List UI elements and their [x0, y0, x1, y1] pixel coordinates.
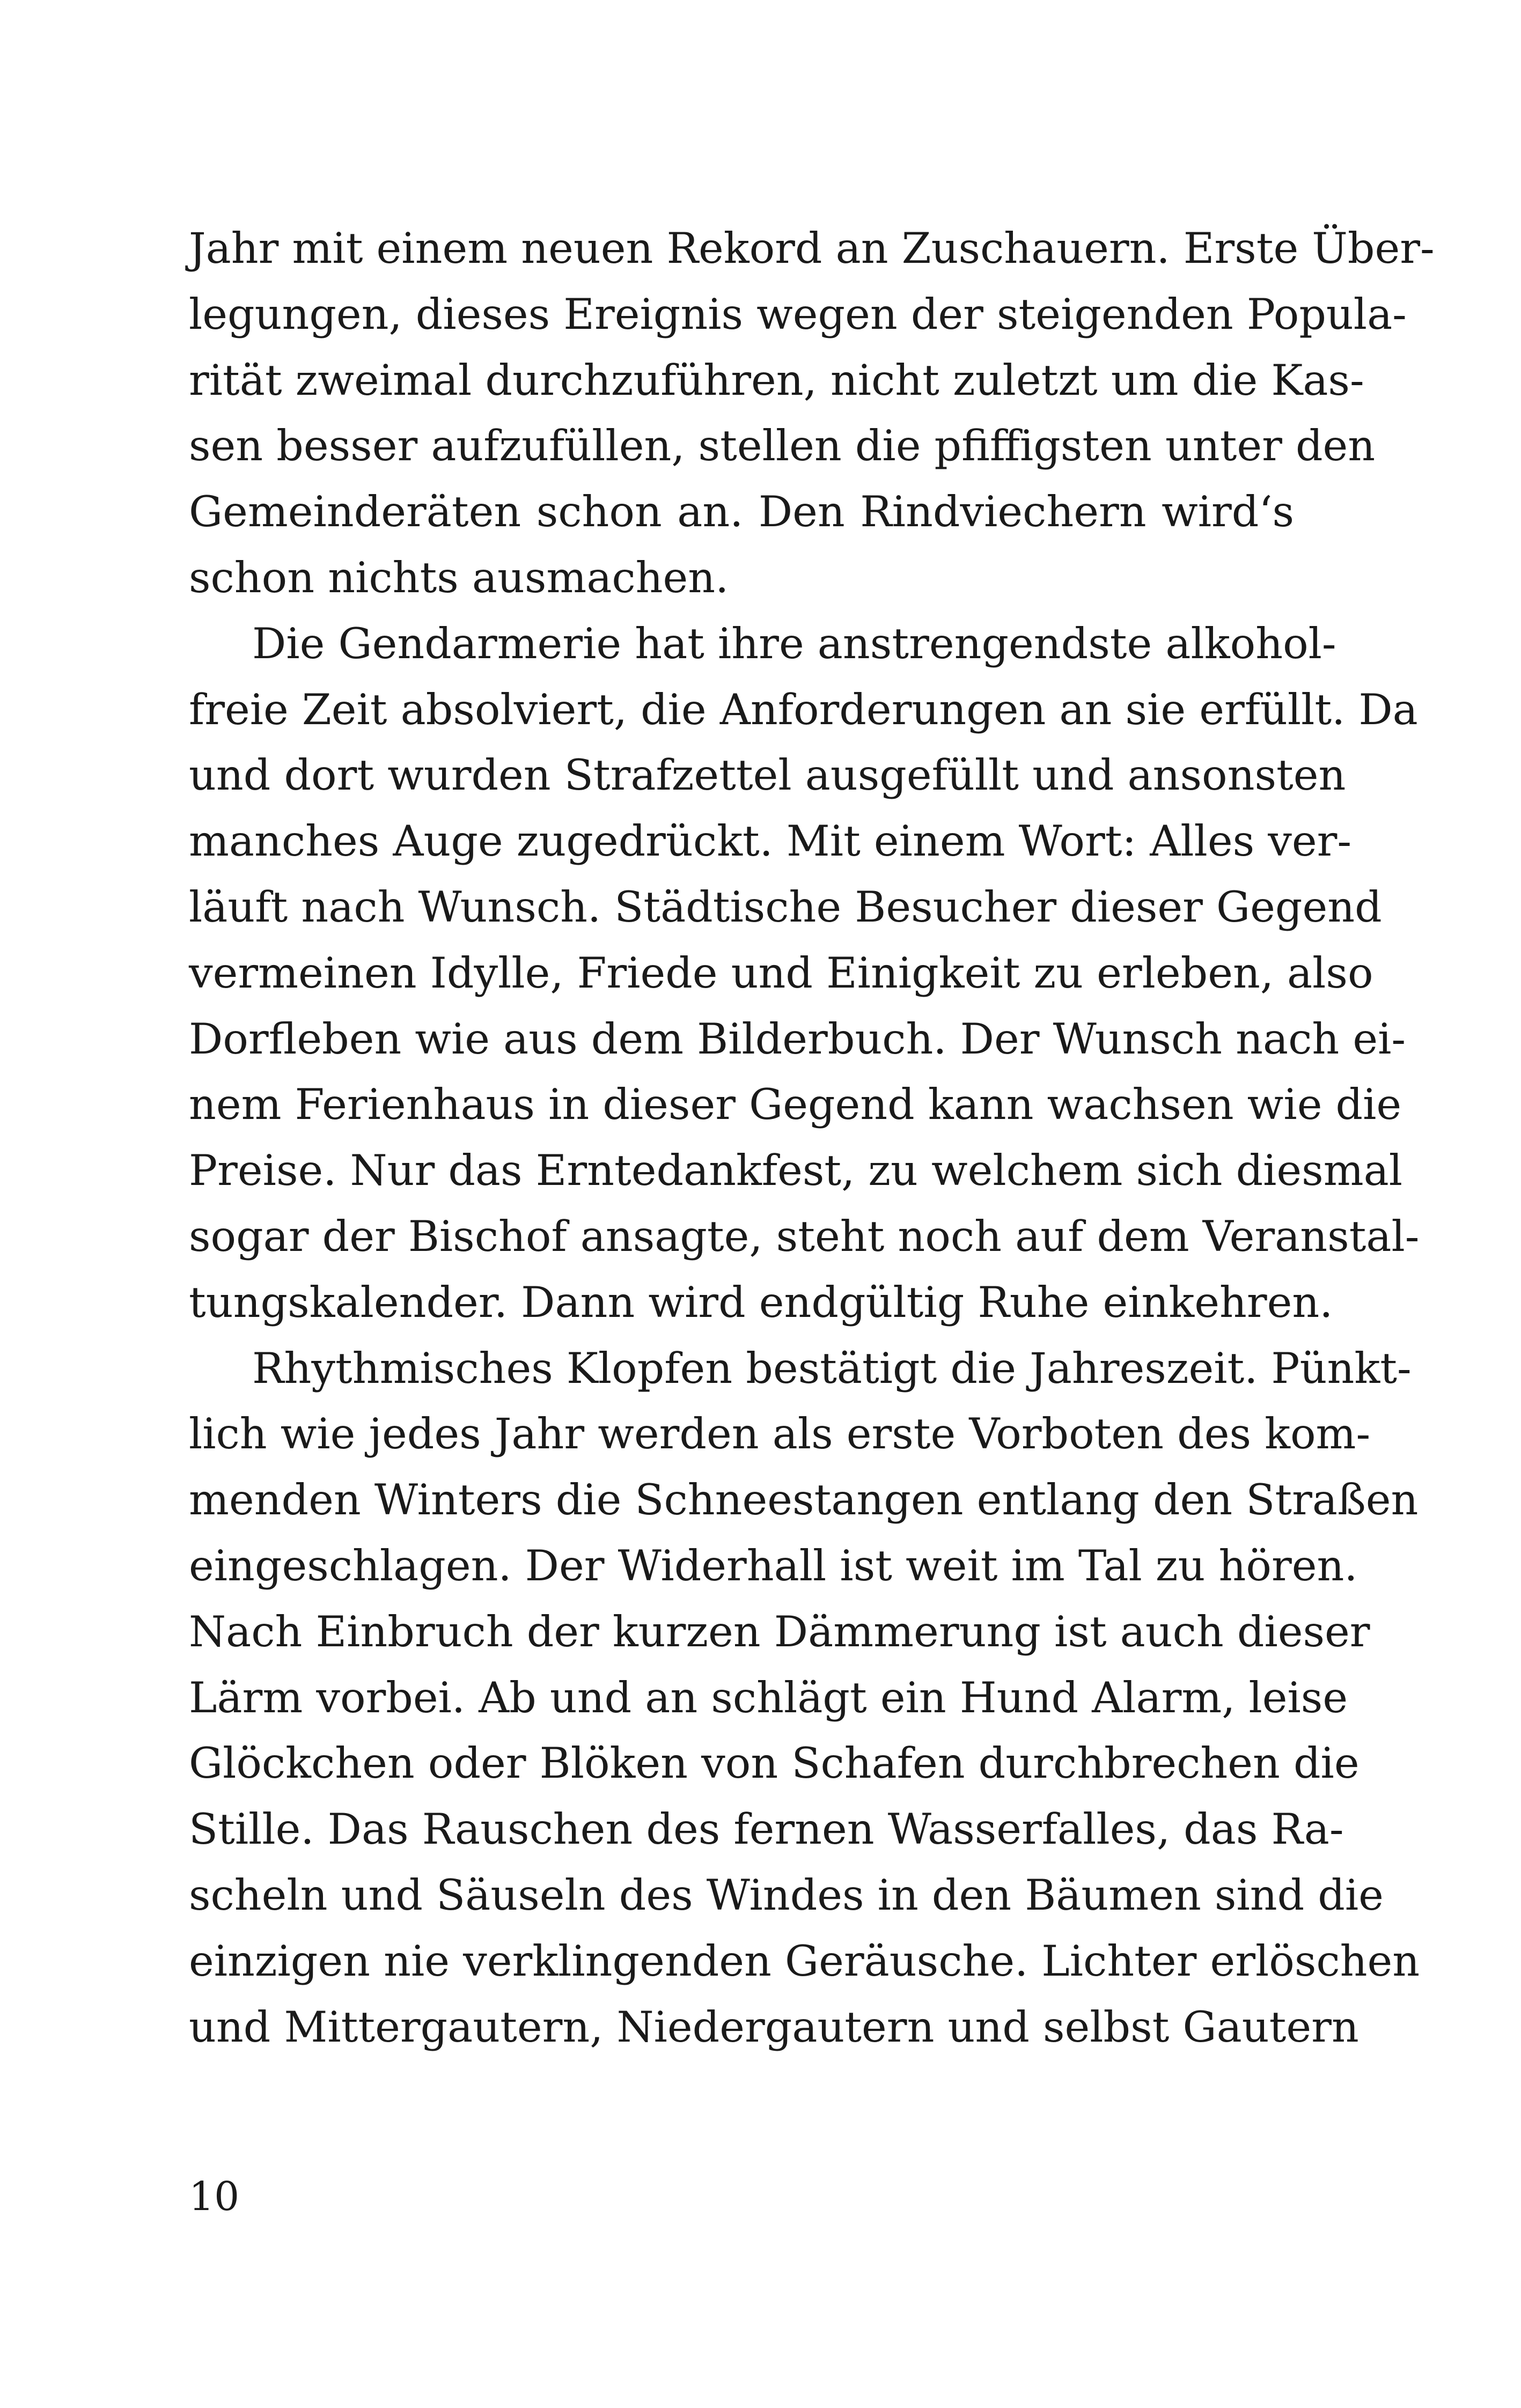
text-line: Rhythmisches Klopfen bestätigt die Jahreszeit. Pünkt-: [252, 1343, 1412, 1393]
text-line: legungen, dieses Ereignis wegen der steigenden Popula-: [189, 289, 1407, 339]
text-line: sen besser aufzufüllen, stellen die pfiffigsten unter den: [189, 421, 1376, 471]
text-line: einzigen nie verklingenden Geräusche. Lichter erlöschen: [189, 1936, 1420, 1986]
text-line: Dorfleben wie aus dem Bilderbuch. Der Wunsch nach ei-: [189, 1014, 1406, 1064]
text-line: tungskalender. Dann wird endgültig Ruhe einkehren.: [189, 1277, 1333, 1327]
text-line: Preise. Nur das Erntedankfest, zu welchem sich diesmal: [189, 1146, 1402, 1196]
paragraph-3: [189, 1336, 1420, 2060]
text-line: Jahr mit einem neuen Rekord an Zuschauern. Erste Über-: [189, 224, 1435, 273]
text-line: läuft nach Wunsch. Städtische Besucher dieser Gegend: [189, 882, 1382, 932]
text-line: und Mittergautern, Niedergautern und selbst Gautern: [189, 2002, 1359, 2052]
text-line: schon nichts ausmachen.: [189, 553, 729, 602]
text-line: lich wie jedes Jahr werden als erste Vorboten des kom-: [189, 1409, 1371, 1459]
paragraph-1: [189, 216, 1435, 611]
body-text: [189, 216, 1435, 2060]
text-line: Die Gendarmerie hat ihre anstrengendste alkohol-: [252, 618, 1336, 668]
text-line: und dort wurden Strafzettel ausgefüllt und ansonsten: [189, 750, 1346, 800]
text-line: sogar der Bischof ansagte, steht noch auf dem Veranstal-: [189, 1211, 1420, 1261]
paragraph-2: [189, 611, 1420, 1336]
text-line: scheln und Säuseln des Windes in den Bäumen sind die: [189, 1870, 1384, 1920]
text-line: Stille. Das Rauschen des fernen Wasserfalles, das Ra-: [189, 1805, 1344, 1854]
text-line: Lärm vorbei. Ab und an schlägt ein Hund Alarm, leise: [189, 1673, 1348, 1722]
text-line: menden Winters die Schneestangen entlang den Straßen: [189, 1475, 1419, 1525]
text-line: vermeinen Idylle, Friede und Einigkeit zu erleben, also: [189, 948, 1373, 998]
text-line: Gemeinderäten schon an. Den Rindviechern wird‘s: [189, 487, 1294, 537]
text-line: rität zweimal durchzuführen, nicht zuletzt um die Kas-: [189, 355, 1364, 405]
text-line: freie Zeit absolviert, die Anforderungen an sie erfüllt. Da: [189, 684, 1418, 734]
page-number: 10: [189, 2174, 240, 2220]
text-line: nem Ferienhaus in dieser Gegend kann wachsen wie die: [189, 1080, 1402, 1130]
text-line: manches Auge zugedrückt. Mit einem Wort: Alles ver-: [189, 816, 1352, 866]
text-line: Nach Einbruch der kurzen Dämmerung ist auch dieser: [189, 1607, 1370, 1656]
text-line: Glöckchen oder Blöken von Schafen durchbrechen die: [189, 1739, 1360, 1788]
text-line: eingeschlagen. Der Widerhall ist weit im Tal zu hören.: [189, 1541, 1358, 1590]
